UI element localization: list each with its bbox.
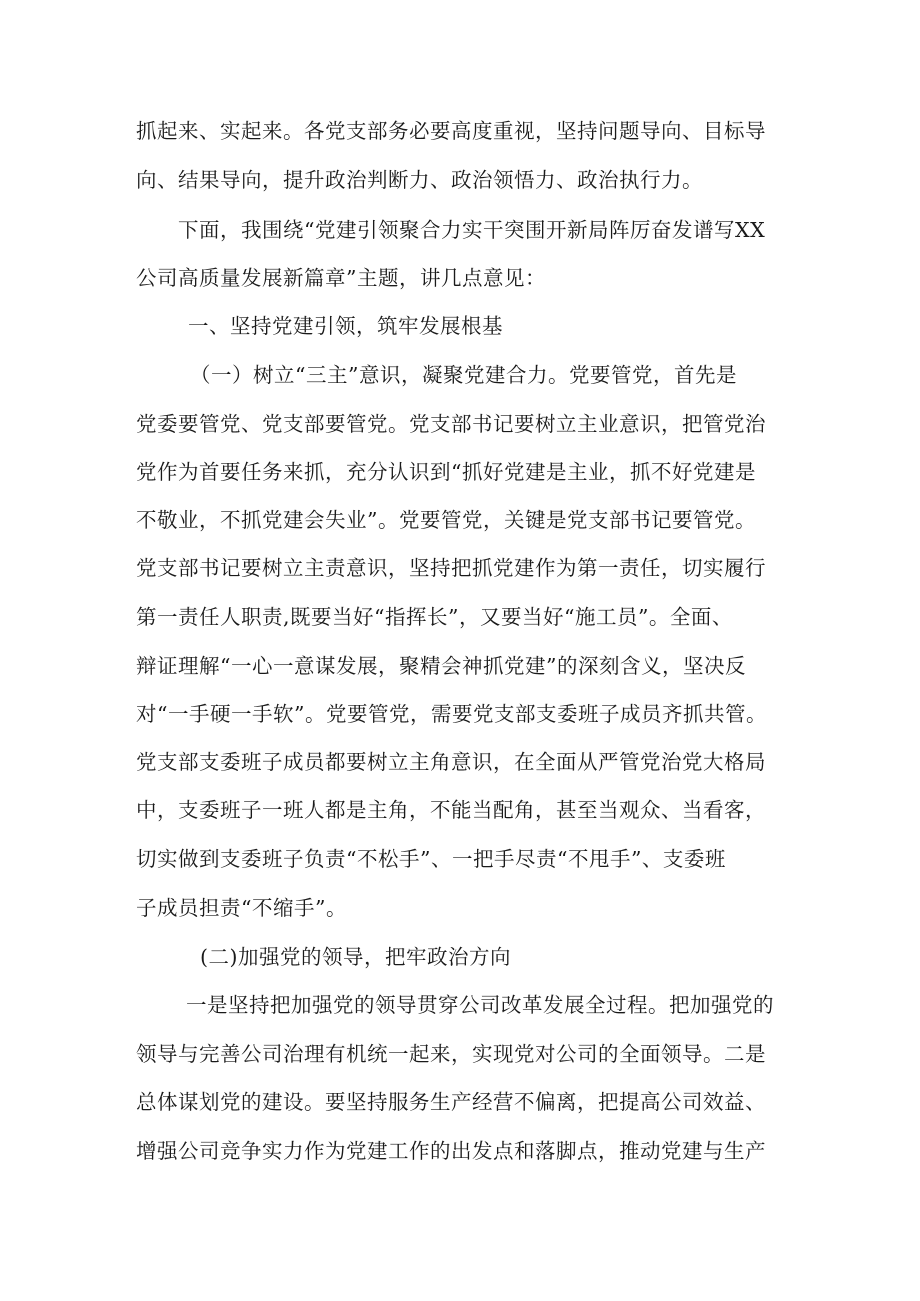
text-line: 下面，我围绕“党建引领聚合力实干突围开新局阵厉奋发谱写XX bbox=[178, 218, 766, 242]
section-heading: (二)加强党的领导，把牢政治方向 bbox=[200, 945, 511, 969]
text-line: 公司高质量发展新篇章”主题，讲几点意见： bbox=[136, 266, 546, 290]
text-line: 第一责任人职责,既要当好“指挥长”，又要当好“施工员”。全面、 bbox=[136, 605, 733, 629]
text-line: 不敬业，不抓党建会失业”。党要管党，关键是党支部书记要管党。 bbox=[136, 508, 756, 532]
text-line: 对“一手硬一手软”。党要管党，需要党支部支委班子成员齐抓共管。 bbox=[136, 702, 767, 726]
text-line: 总体谋划党的建设。要坚持服务生产经营不偏离，把提高公司效益、 bbox=[136, 1090, 766, 1114]
text-line: 增强公司竞争实力作为党建工作的出发点和落脚点，推动党建与生产 bbox=[136, 1139, 766, 1163]
text-line: （一）树立“三主”意识，凝聚党建合力。党要管党，首先是 bbox=[190, 363, 737, 387]
text-line: 抓起来、实起来。各党支部务必要高度重视，坚持问题导向、目标导 bbox=[136, 119, 766, 143]
section-heading: 一、坚持党建引领，筑牢发展根基 bbox=[188, 314, 503, 338]
text-line: 党支部书记要树立主责意识，坚持把抓党建作为第一责任，切实履行 bbox=[136, 556, 766, 580]
text-line: 切实做到支委班子负责“不松手”、一把手尽责“不甩手”、支委班 bbox=[136, 847, 726, 871]
text-line: 党作为首要任务来抓，充分认识到“抓好党建是主业，抓不好党建是 bbox=[136, 460, 756, 484]
text-line: 子成员担责“不缩手”。 bbox=[136, 896, 347, 920]
text-line: 党委要管党、党支部要管党。党支部书记要树立主业意识，把管党治 bbox=[136, 412, 766, 436]
text-line: 一是坚持把加强党的领导贯穿公司改革发展全过程。把加强党的 bbox=[186, 993, 774, 1017]
text-line: 中，支委班子一班人都是主角，不能当配角，甚至当观众、当看客， bbox=[136, 798, 766, 822]
text-line: 党支部支委班子成员都要树立主角意识，在全面从严管党治党大格局 bbox=[136, 750, 766, 774]
text-line: 辩证理解“一心一意谋发展，聚精会神抓党建”的深刻含义，坚决反 bbox=[136, 654, 746, 678]
text-line: 向、结果导向，提升政治判断力、政治领悟力、政治执行力。 bbox=[136, 168, 703, 192]
text-line: 领导与完善公司治理有机统一起来，实现党对公司的全面领导。二是 bbox=[136, 1042, 766, 1066]
